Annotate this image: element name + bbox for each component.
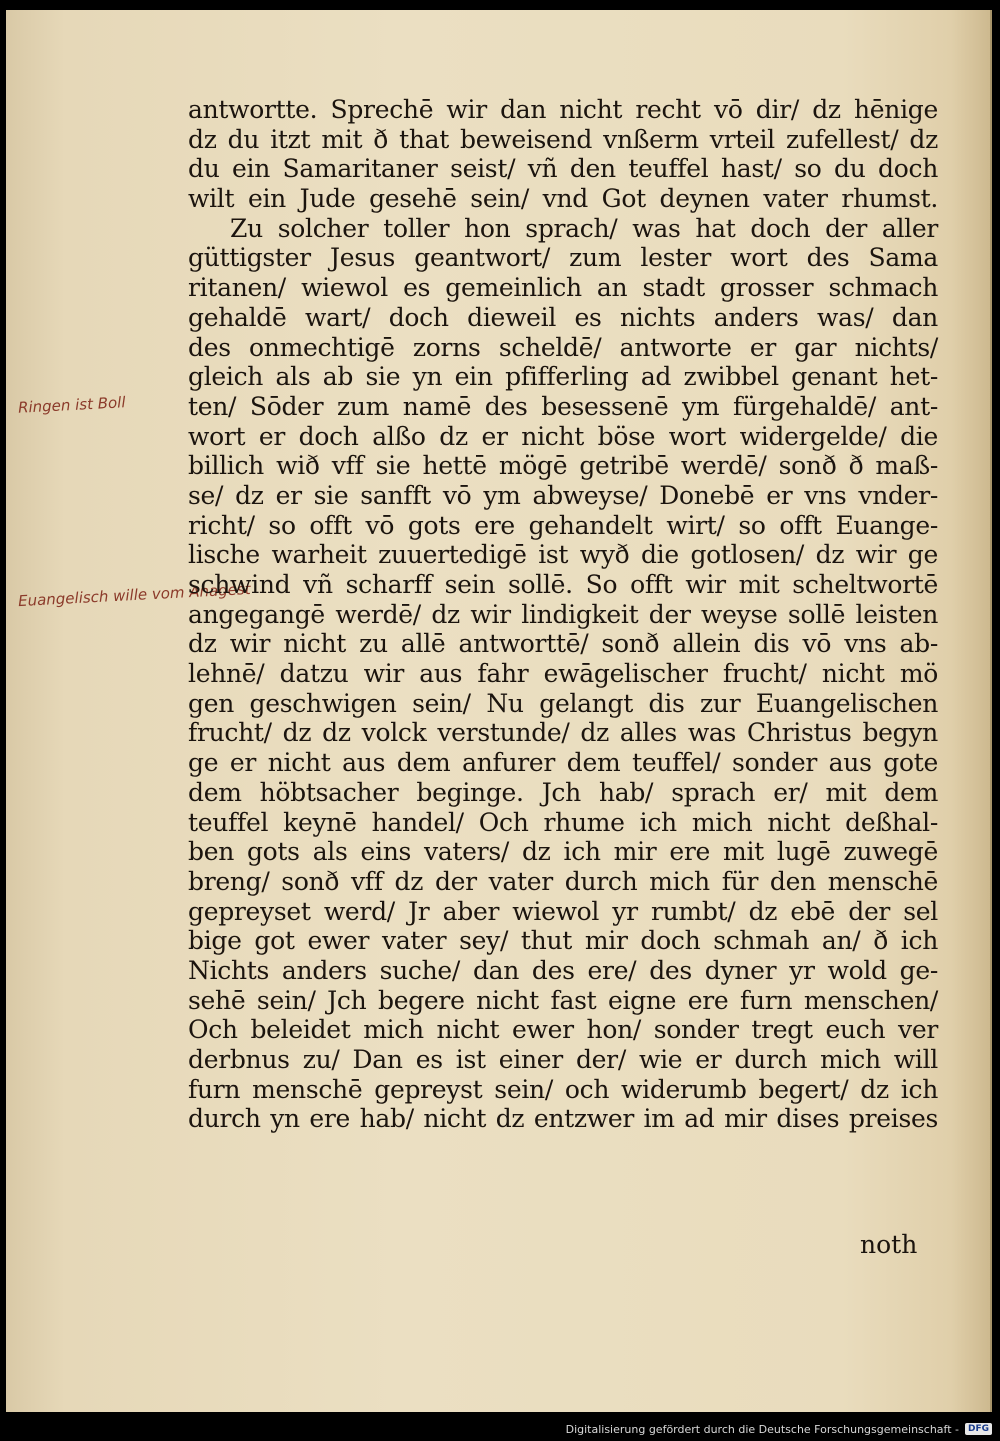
text-line: bige got ewer vater sey/ thut mir doch schmah an/ ð ich xyxy=(188,926,938,956)
text-line: richt/ so offt vō gots ere gehandelt wirt/ so offt Euange- xyxy=(188,510,938,540)
text-line: Zu solcher toller hon sprach/ was hat doch der aller xyxy=(230,213,938,243)
text-line: ritanen/ wiewol es gemeinlich an stadt grosser schmach xyxy=(188,273,938,303)
text-line: billich wið vff sie hettē mögē getribē werdē/ sonð ð maß- xyxy=(188,451,938,481)
text-line: derbnus zu/ Dan es ist einer der/ wie er durch mich will xyxy=(188,1045,938,1074)
text-line: wort er doch alßo dz er nicht böse wort widergelde/ die xyxy=(188,421,938,451)
text-line: ten/ Sōder zum namē des besessenē ym fürgehaldē/ ant- xyxy=(188,391,938,421)
text-line: furn menschē gepreyst sein/ och widerumb begert/ dz ich xyxy=(188,1074,938,1104)
margin-note: Ringen ist Boll xyxy=(17,393,126,417)
text-line: angegangē werdē/ dz wir lindigkeit der weyse sollē leisten xyxy=(188,599,938,629)
text-line: wilt ein Jude gesehē sein/ vnd Got deynen vater rhumst. xyxy=(188,184,938,214)
dfg-logo: DFG xyxy=(965,1423,992,1435)
text-line: dem höbtsacher beginge. Jch hab/ sprach er/ mit dem xyxy=(188,777,938,807)
text-line: schwind vñ scharff sein sollē. So offt wir mit scheltwortē xyxy=(188,570,938,599)
text-line: frucht/ dz dz volck verstunde/ dz alles was Christus begyn xyxy=(188,718,938,748)
text-line: gen geschwigen sein/ Nu gelangt dis zur Euangelischen xyxy=(188,688,938,718)
text-line: gepreyset werd/ Jr aber wiewol yr rumbt/ dz ebē der sel xyxy=(188,896,938,926)
text-line: Och beleidet mich nicht ewer hon/ sonder tregt euch ver xyxy=(188,1015,938,1045)
text-line: gleich als ab sie yn ein pfifferling ad zwibbel genant het- xyxy=(188,362,938,392)
text-line: lische warheit zuuertedigē ist wyð die gotlosen/ dz wir ge xyxy=(188,540,938,570)
text-line: ben gots als eins vaters/ dz ich mir ere mit lugē zuwegē xyxy=(188,837,938,867)
text-line: des onmechtigē zorns scheldē/ antworte er gar nichts/ xyxy=(188,332,938,362)
text-line: breng/ sonð vff dz der vater durch mich für den menschē xyxy=(188,866,938,896)
text-line: lehnē/ datzu wir aus fahr ewāgelischer frucht/ nicht mö xyxy=(188,659,938,689)
text-line: Nichts anders suche/ dan des ere/ des dyner yr wold ge- xyxy=(188,955,938,985)
margin-note: Euangelisch wille vom Anagest xyxy=(17,579,252,611)
text-line: antwortte. Sprechē wir dan nicht recht vō dir/ dz hēnige xyxy=(188,95,938,124)
text-line: du ein Samaritaner seist/ vñ den teuffel hast/ so du doch xyxy=(188,154,938,184)
digitization-footer xyxy=(566,1419,992,1439)
text-line: güttigster Jesus geantwort/ zum lester wort des Sama xyxy=(188,243,938,273)
text-line: dz du itzt mit ð that beweisend vnßerm vrteil zufellest/ dz xyxy=(188,124,938,154)
text-line: ge er nicht aus dem anfurer dem teuffel/ sonder aus gote xyxy=(188,748,938,778)
body-text xyxy=(188,95,938,1134)
catchword: noth xyxy=(860,1230,918,1259)
text-line: sehē sein/ Jch begere nicht fast eigne ere furn menschen/ xyxy=(188,985,938,1015)
text-line: gehaldē wart/ doch dieweil es nichts anders was/ dan xyxy=(188,302,938,332)
text-line: teuffel keynē handel/ Och rhume ich mich nicht deßhal- xyxy=(188,807,938,837)
text-line: dz wir nicht zu allē antworttē/ sonð allein dis vō vns ab- xyxy=(188,629,938,659)
funding-credit: Digitalisierung gefördert durch die Deutsche Forschungsgemeinschaft - xyxy=(565,1422,959,1436)
text-line: durch yn ere hab/ nicht dz entzwer im ad mir dises preises xyxy=(188,1104,938,1134)
text-line: se/ dz er sie sanfft vō ym abweyse/ Donebē er vns vnder- xyxy=(188,480,938,510)
